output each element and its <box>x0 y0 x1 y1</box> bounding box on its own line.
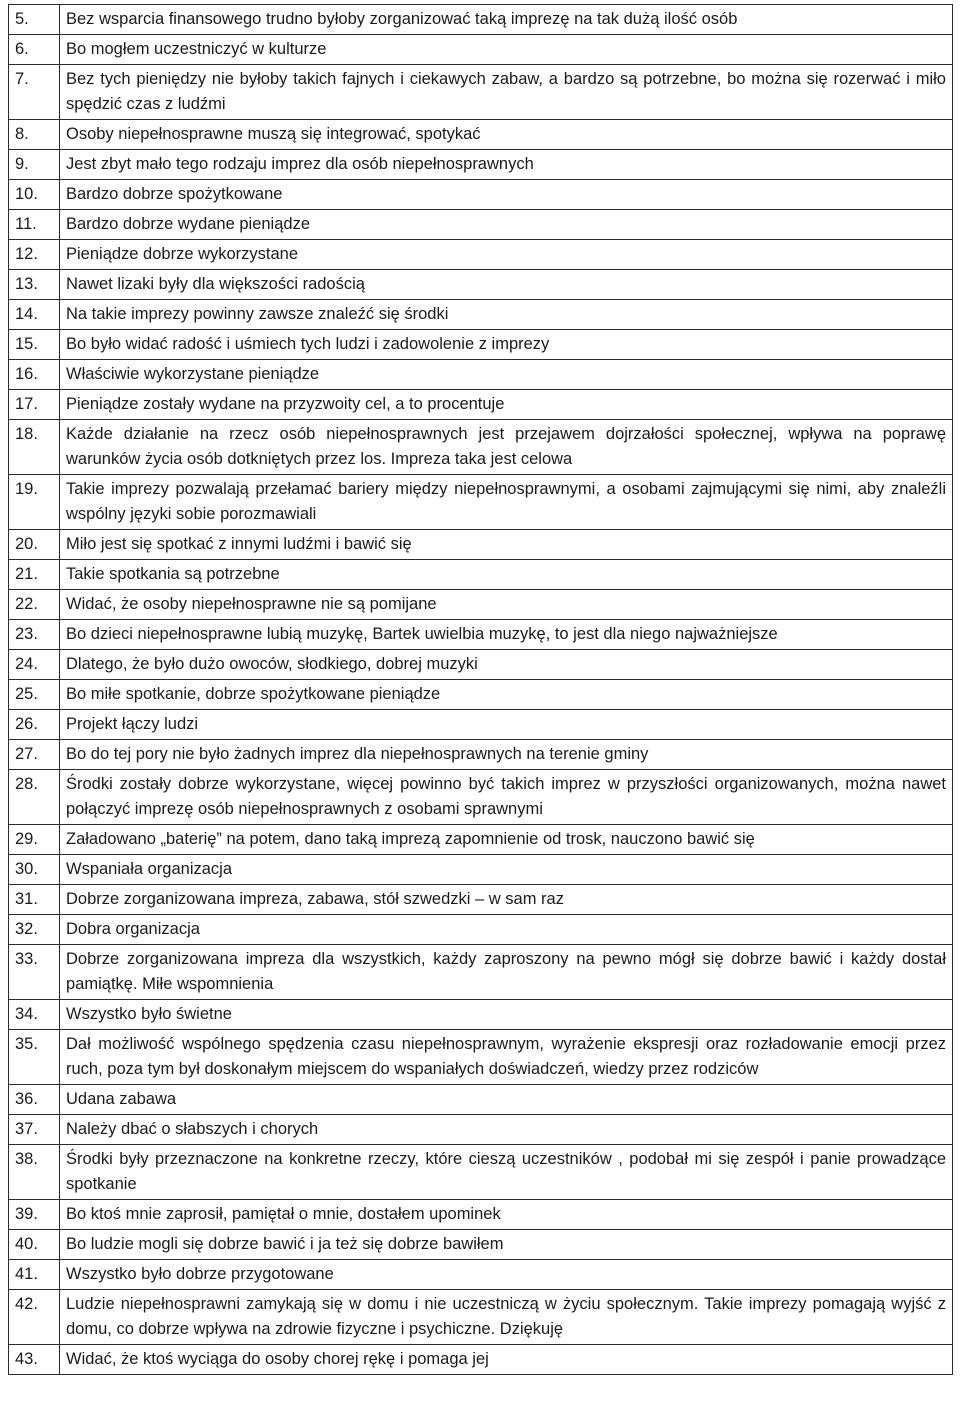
row-number: 15. <box>9 330 60 360</box>
response-text: Pieniądze dobrze wykorzystane <box>60 240 953 270</box>
table-row <box>9 945 953 1000</box>
row-number: 9. <box>9 150 60 180</box>
response-text: Środki były przeznaczone na konkretne rzeczy, które cieszą uczestników , podobał mi się zespół i panie prowadzące spotkanie <box>60 1145 953 1200</box>
response-text: Nawet lizaki były dla większości radością <box>60 270 953 300</box>
response-text: Wszystko było dobrze przygotowane <box>60 1260 953 1290</box>
table-row <box>9 240 953 270</box>
table-row <box>9 210 953 240</box>
response-text: Bo do tej pory nie było żadnych imprez dla niepełnosprawnych na terenie gminy <box>60 740 953 770</box>
response-text: Każde działanie na rzecz osób niepełnosprawnych jest przejawem dojrzałości społecznej, wpływa na poprawę warunków życia osób dotkniętych przez los. Impreza taka jest celowa <box>60 420 953 475</box>
row-number: 14. <box>9 300 60 330</box>
row-number: 17. <box>9 390 60 420</box>
row-number: 35. <box>9 1030 60 1085</box>
row-number: 32. <box>9 915 60 945</box>
row-number: 31. <box>9 885 60 915</box>
response-text: Wspaniała organizacja <box>60 855 953 885</box>
row-number: 30. <box>9 855 60 885</box>
response-text: Takie imprezy pozwalają przełamać bariery między niepełnosprawnymi, a osobami zajmującymi się nimi, aby znaleźli wspólny języki sobie porozmawiali <box>60 475 953 530</box>
table-row <box>9 390 953 420</box>
table-row <box>9 740 953 770</box>
table-row <box>9 300 953 330</box>
row-number: 41. <box>9 1260 60 1290</box>
table-row <box>9 1030 953 1085</box>
response-text: Dał możliwość wspólnego spędzenia czasu niepełnosprawnym, wyrażenie ekspresji oraz rozładowanie emocji przez ruch, poza tym był doskonałym miejscem do wspaniałych doświadczeń, wiedzy przez rodziców <box>60 1030 953 1085</box>
row-number: 27. <box>9 740 60 770</box>
response-text: Udana zabawa <box>60 1085 953 1115</box>
table-row <box>9 35 953 65</box>
response-text: Bardzo dobrze wydane pieniądze <box>60 210 953 240</box>
row-number: 37. <box>9 1115 60 1145</box>
response-text: Widać, że ktoś wyciąga do osoby chorej rękę i pomaga jej <box>60 1345 953 1375</box>
responses-table <box>8 4 953 1375</box>
row-number: 39. <box>9 1200 60 1230</box>
table-row <box>9 825 953 855</box>
row-number: 13. <box>9 270 60 300</box>
table-row <box>9 590 953 620</box>
row-number: 26. <box>9 710 60 740</box>
response-text: Bo dzieci niepełnosprawne lubią muzykę, Bartek uwielbia muzykę, to jest dla niego najważniejsze <box>60 620 953 650</box>
row-number: 25. <box>9 680 60 710</box>
response-text: Na takie imprezy powinny zawsze znaleźć się środki <box>60 300 953 330</box>
response-text: Bardzo dobrze spożytkowane <box>60 180 953 210</box>
row-number: 34. <box>9 1000 60 1030</box>
response-text: Dobrze zorganizowana impreza dla wszystkich, każdy zaproszony na pewno mógł się dobrze bawić i każdy dostał pamiątkę. Miłe wspomnienia <box>60 945 953 1000</box>
table-row <box>9 475 953 530</box>
table-row <box>9 270 953 300</box>
row-number: 38. <box>9 1145 60 1200</box>
document-page <box>8 4 953 1375</box>
row-number: 40. <box>9 1230 60 1260</box>
row-number: 43. <box>9 1345 60 1375</box>
response-text: Bo miłe spotkanie, dobrze spożytkowane pieniądze <box>60 680 953 710</box>
table-row <box>9 5 953 35</box>
row-number: 11. <box>9 210 60 240</box>
table-row <box>9 770 953 825</box>
table-row <box>9 330 953 360</box>
row-number: 42. <box>9 1290 60 1345</box>
table-row <box>9 1000 953 1030</box>
response-text: Pieniądze zostały wydane na przyzwoity cel, a to procentuje <box>60 390 953 420</box>
row-number: 18. <box>9 420 60 475</box>
response-text: Ludzie niepełnosprawni zamykają się w domu i nie uczestniczą w życiu społecznym. Takie imprezy pomagają wyjść z domu, co dobrze wpływa na zdrowie fizyczne i psychiczne. Dziękuję <box>60 1290 953 1345</box>
response-text: Wszystko było świetne <box>60 1000 953 1030</box>
row-number: 28. <box>9 770 60 825</box>
table-row <box>9 1260 953 1290</box>
response-text: Bo było widać radość i uśmiech tych ludzi i zadowolenie z imprezy <box>60 330 953 360</box>
response-text: Środki zostały dobrze wykorzystane, więcej powinno być takich imprez w przyszłości organizowanych, można nawet połączyć imprezę osób niepełnosprawnych z osobami sprawnymi <box>60 770 953 825</box>
table-row <box>9 1085 953 1115</box>
table-row <box>9 915 953 945</box>
row-number: 12. <box>9 240 60 270</box>
row-number: 24. <box>9 650 60 680</box>
row-number: 16. <box>9 360 60 390</box>
table-row <box>9 65 953 120</box>
table-row <box>9 420 953 475</box>
row-number: 10. <box>9 180 60 210</box>
response-text: Widać, że osoby niepełnosprawne nie są pomijane <box>60 590 953 620</box>
table-row <box>9 120 953 150</box>
row-number: 8. <box>9 120 60 150</box>
table-row <box>9 1200 953 1230</box>
table-row <box>9 1145 953 1200</box>
response-text: Właściwie wykorzystane pieniądze <box>60 360 953 390</box>
row-number: 19. <box>9 475 60 530</box>
table-row <box>9 620 953 650</box>
row-number: 22. <box>9 590 60 620</box>
responses-table-body <box>9 5 953 1375</box>
response-text: Miło jest się spotkać z innymi ludźmi i bawić się <box>60 530 953 560</box>
row-number: 5. <box>9 5 60 35</box>
response-text: Bo mogłem uczestniczyć w kulturze <box>60 35 953 65</box>
table-row <box>9 530 953 560</box>
response-text: Należy dbać o słabszych i chorych <box>60 1115 953 1145</box>
response-text: Bo ludzie mogli się dobrze bawić i ja też się dobrze bawiłem <box>60 1230 953 1260</box>
response-text: Takie spotkania są potrzebne <box>60 560 953 590</box>
table-row <box>9 1345 953 1375</box>
response-text: Osoby niepełnosprawne muszą się integrować, spotykać <box>60 120 953 150</box>
response-text: Bez wsparcia finansowego trudno byłoby zorganizować taką imprezę na tak dużą ilość osób <box>60 5 953 35</box>
table-row <box>9 150 953 180</box>
table-row <box>9 1115 953 1145</box>
response-text: Dobrze zorganizowana impreza, zabawa, stół szwedzki – w sam raz <box>60 885 953 915</box>
row-number: 36. <box>9 1085 60 1115</box>
response-text: Dlatego, że było dużo owoców, słodkiego, dobrej muzyki <box>60 650 953 680</box>
response-text: Projekt łączy ludzi <box>60 710 953 740</box>
table-row <box>9 680 953 710</box>
row-number: 6. <box>9 35 60 65</box>
table-row <box>9 560 953 590</box>
response-text: Bez tych pieniędzy nie byłoby takich fajnych i ciekawych zabaw, a bardzo są potrzebne, bo można się rozerwać i miło spędzić czas z ludźmi <box>60 65 953 120</box>
table-row <box>9 180 953 210</box>
table-row <box>9 710 953 740</box>
response-text: Załadowano „baterię” na potem, dano taką imprezą zapomnienie od trosk, nauczono bawić się <box>60 825 953 855</box>
row-number: 29. <box>9 825 60 855</box>
response-text: Dobra organizacja <box>60 915 953 945</box>
response-text: Bo ktoś mnie zaprosił, pamiętał o mnie, dostałem upominek <box>60 1200 953 1230</box>
table-row <box>9 360 953 390</box>
table-row <box>9 1290 953 1345</box>
row-number: 23. <box>9 620 60 650</box>
row-number: 7. <box>9 65 60 120</box>
table-row <box>9 885 953 915</box>
row-number: 33. <box>9 945 60 1000</box>
row-number: 20. <box>9 530 60 560</box>
table-row <box>9 1230 953 1260</box>
response-text: Jest zbyt mało tego rodzaju imprez dla osób niepełnosprawnych <box>60 150 953 180</box>
row-number: 21. <box>9 560 60 590</box>
table-row <box>9 855 953 885</box>
table-row <box>9 650 953 680</box>
